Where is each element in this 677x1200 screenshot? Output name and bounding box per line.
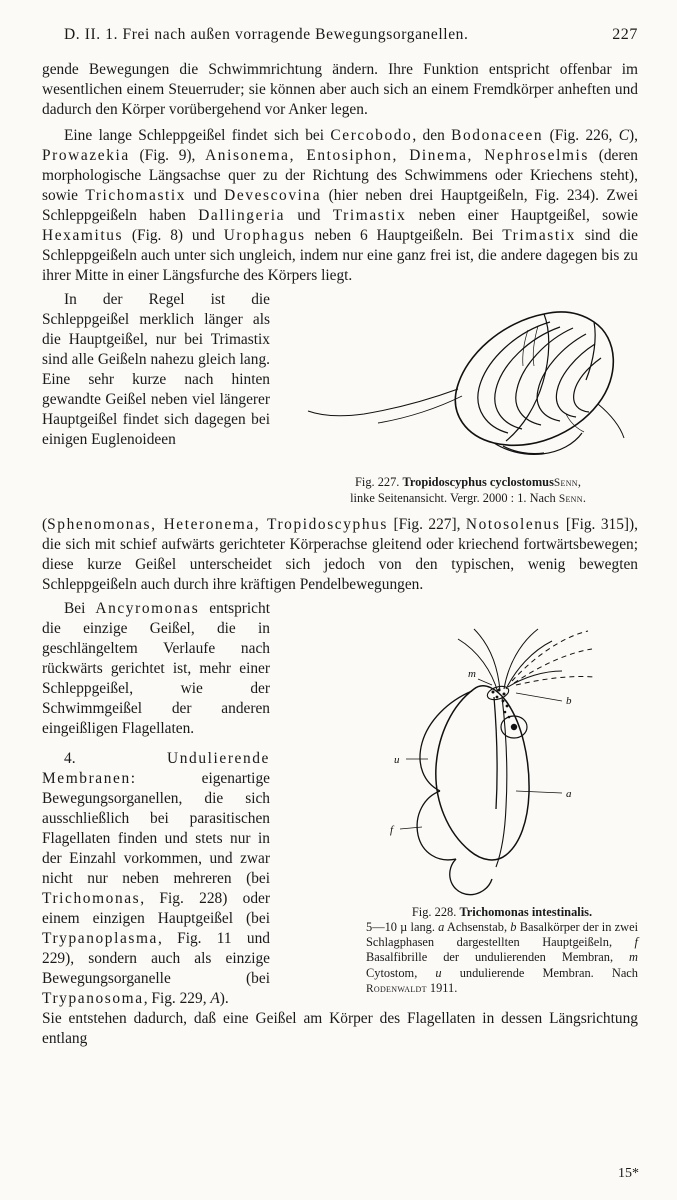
p2-sp8: Trimastix [332,207,407,225]
f228-ib: b [510,920,517,935]
p4-sp1: Sphenomonas, Heteronema, Tropidoscyphus [47,515,389,533]
figure-228-label-f: f [390,824,394,837]
figure-227-detail-end: . [582,491,586,506]
running-head-title: D. II. 1. Frei nach außen vorragende Bewegungsorganellen. [64,26,469,43]
p2-l: neben 6 Hauptgeißeln. Bei [305,227,503,245]
p2-sp11: Trimastix [502,227,576,245]
figure-228-wrap-area [42,599,638,1009]
figure-227-label: Fig. 227. [355,475,400,490]
p2-sp4: Anisonema, Entosiphon, Dinema, Nephroselmis [205,147,589,165]
paragraph-1 [42,60,638,120]
f228-g: undulierende Membran. Nach [441,965,639,980]
paragraph-3-narrow [42,290,270,450]
p2-j: neben einer Hauptgeißel, sowie [406,207,639,225]
p2-i: und [285,207,333,225]
p6-d: , Fig. 11 und 229), sondern auch als einzige Bewegungsorganelle (bei [42,930,270,988]
p4-sp2: Notosolenus [465,515,561,533]
figure-227-detail: linke Seitenansicht. Vergr. 2000 : 1. Nach [350,491,556,506]
f228-a: 5—10 µ lang. [366,920,439,935]
figure-228-caption [366,905,638,997]
right-column-text [42,599,270,1009]
p2-h: (hier neben drei Hauptgeißeln, Fig. 234). Zwei Schleppgeißeln haben [42,187,638,225]
f228-b: Achsenstab, [444,920,511,935]
paragraph-3 [42,290,270,450]
f228-d: Basalfibrille der undulierenden Membran, [366,950,630,965]
p2-sp9: Hexamitus [42,227,124,245]
figure-227-name: Tropidoscyphus cyclostomus [402,475,554,490]
p2-b: , den [412,127,452,145]
f228-year: 1911. [426,980,458,995]
p5-b: entspricht die einzige Geißel, die in geschlängeltem Verlaufe nach rückwärts gerichtet ist, mehr einer Schleppgeißel, wie der Schwimmgeißel der anderen eingeißligen Flagellaten. [42,600,270,738]
f228-c: Basalkörper der in zwei Schlagphasen dargestellten Hauptgeißeln, [366,920,639,950]
p2-k: (Fig. 8) und [123,227,224,245]
paragraph-4 [42,515,638,595]
running-head [42,26,638,44]
p2-d: ), [629,127,638,145]
p6-sp4: Trypanosoma [42,990,144,1008]
page-content [42,26,638,1049]
paragraph-2 [42,126,638,286]
p6-b: : eigenartige Bewegungsorganellen, die sich ausschließlich bei parasitischen Flagellaten finden und stets nur in der Einzahl vorkommen, und zwar nicht nur neben mehreren (bei [42,770,270,888]
p6-sp3: Trypanoplasma [42,930,158,948]
figure-228-label-u: u [394,754,400,767]
p6-e: , Fig. 229, [143,990,211,1008]
paragraph-7-text: Sie entstehen dadurch, daß eine Geißel am Körper des Flagellaten in dessen Längsrichtung entlang [42,1010,638,1048]
p6-a: 4. [64,750,168,768]
p5-sp1: Ancyromonas [95,600,200,618]
figure-227-author: Senn [553,477,578,490]
figure-227-author2: Senn [558,493,583,506]
figure-227-caption: Fig. 227. Tropidoscyphus cyclostomusSenn, linke Seitenansicht. Vergr. 2000 : 1. Nach Senn. [350,475,586,506]
p2-i1: C [618,127,630,145]
f228-author: Rodenwaldt [366,982,427,995]
figure-228-label-a: a [566,788,572,801]
figure-227-image [298,296,638,471]
p2-sp6: Devescovina [224,187,322,205]
p6-f: ). [219,990,229,1008]
figure-228-label: Fig. 228. [411,905,457,920]
f228-if: f [634,935,638,950]
p4-a: ( [42,515,48,533]
p2-a: Eine lange Schleppgeißel findet sich bei [64,127,331,145]
p6-c: , Fig. 228) oder einem einzigen Hauptgeißel (bei [42,890,270,928]
figure-228 [366,601,638,997]
f228-im: m [629,950,638,965]
page-signature: 15* [618,1166,639,1181]
figure-228-label-m: m [468,668,476,681]
p2-m: sind die Schleppgeißeln auch unter sich ungleich, indem nur eine ganz frei ist, die andere dagegen bis zu ihrer Mitte in einer Längsfurche des Körpers liegt. [42,227,638,285]
figure-228-name: Trichomonas intestinalis. [459,905,593,920]
p2-f: (deren morphologische Längsachse quer zu der Richtung des Schwimmens oder Kriechens steht), sowie [42,147,638,205]
p6-i2: A [210,990,220,1008]
p6-sp1: Undulierende Membranen [42,750,270,788]
figure-228-image [366,601,638,901]
p4-b: [Fig. 227], [388,515,466,533]
trichomonas-drawing [366,601,638,901]
p2-sp5: Trichomastix [85,187,187,205]
figure-228-label-b: b [566,695,572,708]
p2-c: (Fig. 226, [543,127,619,145]
f228-e: Cytostom, [366,965,436,980]
p6-sp2: Trichomonas [42,890,141,908]
paragraph-7 [42,1009,638,1049]
paragraph-1-text: gende Bewegungen die Schwimmrichtung ändern. Ihre Funktion entspricht offenbar im wesentlichen einem Steuerruder; sie können aber auch sich an einem Fremdkörper anheften und dadurch den Körper vorübergehend vor Anker legen. [42,61,638,119]
p2-sp2: Bodonaceen [451,127,544,145]
p2-sp10: Urophagus [223,227,306,245]
p2-sp7: Dallingeria [198,207,286,225]
figure-227 [298,296,638,507]
p2-e: (Fig. 9), [129,147,206,165]
tropidoscyphus-drawing [298,296,638,471]
p5-a: Bei [64,600,96,618]
paragraph-6 [42,749,270,1009]
figure-227-wrap-area [42,290,638,513]
p2-sp3: Prowazekia [42,147,130,165]
p2-sp1: Cercobodo [330,127,413,145]
paragraph-3-text: In der Regel ist die Schleppgeißel merklich länger als die Hauptgeißel, nur bei Trimastix sind alle Geißeln nahezu gleich lang. Eine sehr kurze nach hinten gewandte Geißel neben viel längerer Hauptgeißel findet sich dagegen bei einigen Euglenoideen [42,291,270,449]
page-number: 227 [612,26,638,43]
f228-ia: a [438,920,445,935]
f228-iu: u [435,965,442,980]
p2-g: und [186,187,225,205]
paragraph-5 [42,599,270,739]
p4-c: [Fig. 315]), die sich mit schief aufwärts gerichteter Körperachse gleitend oder kriechend fortwärtsbewegen; diese kurze Geißel unterscheidet sich jedoch von den typischen, wenig bewegten Schleppgeißeln auch durch ihre kräftigen Pendelbewegungen. [42,515,639,594]
